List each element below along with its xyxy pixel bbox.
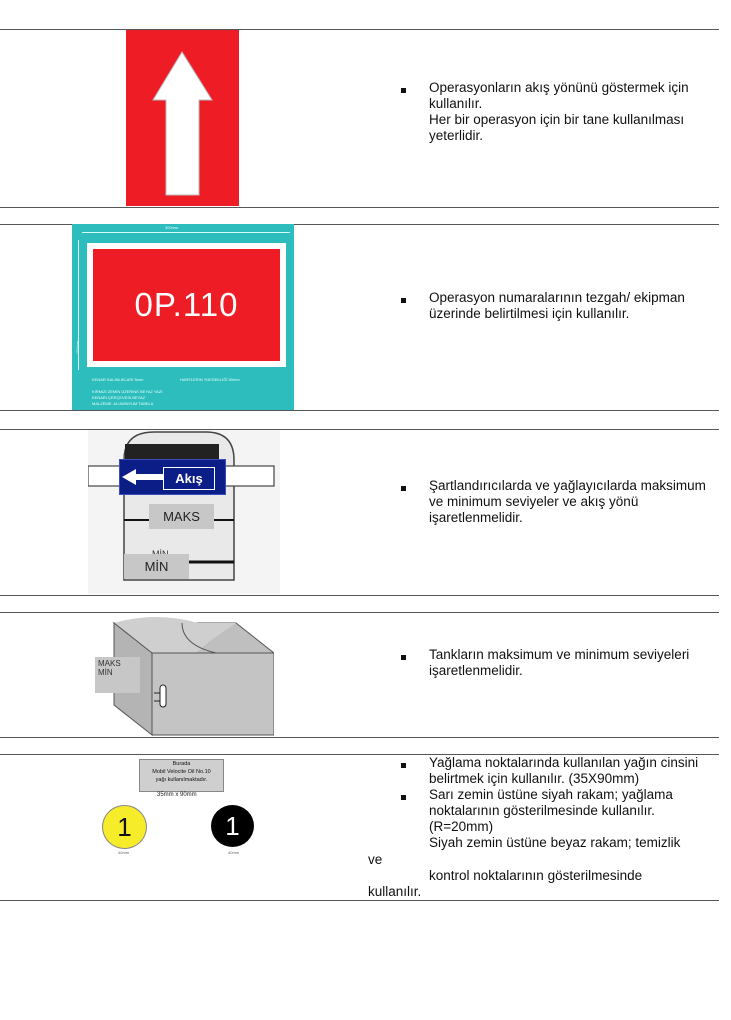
row-divider bbox=[0, 595, 719, 596]
row4-bullet-text: Tankların maksimum ve minimum seviyeleri işaretlenmelidir. bbox=[429, 647, 690, 678]
black-cleaning-point-sign bbox=[211, 805, 254, 847]
row1-text bbox=[429, 80, 709, 144]
row-divider bbox=[0, 207, 719, 208]
max-level-label: MAKS bbox=[149, 504, 214, 529]
tank-min-label: MİN bbox=[98, 668, 113, 677]
bullet bbox=[401, 655, 406, 660]
tank-max-label: MAKS bbox=[98, 659, 121, 668]
black-sign-size: 40mm bbox=[228, 850, 240, 855]
row-divider bbox=[0, 900, 719, 901]
row3-text bbox=[429, 478, 709, 526]
sign-note: HARFLERIN YÜKSEKLİĞİ 50mm bbox=[180, 377, 240, 382]
up-arrow-icon bbox=[126, 30, 239, 206]
bullet bbox=[401, 88, 406, 93]
bullet bbox=[401, 795, 406, 800]
row5-wrap-ve: ve bbox=[368, 852, 383, 867]
yellow-sign-size: 40mm bbox=[118, 850, 130, 855]
row1-bullet-text: Operasyonların akış yönünü göstermek için kullanılır. bbox=[429, 80, 689, 111]
yellow-sign-number: 1 bbox=[117, 811, 132, 842]
flow-direction-label-panel bbox=[119, 459, 226, 495]
row5-wrap-end: kullanılır. bbox=[368, 884, 422, 899]
row5-bullet-text: Sarı zemin üstüne siyah rakam; yağlama noktalarının gösterilmesinde kullanılır. (R=20mm) bbox=[429, 787, 673, 834]
flow-direction-arrow-sign bbox=[126, 30, 239, 206]
min-level-label: MİN bbox=[124, 554, 189, 579]
yellow-lubrication-point-sign bbox=[102, 805, 147, 849]
row2-text bbox=[429, 290, 709, 322]
row5-text-a bbox=[429, 755, 714, 851]
oil-info-plate bbox=[139, 759, 224, 792]
black-sign-number: 1 bbox=[225, 810, 240, 841]
dimension-side-label: 150mm bbox=[75, 340, 81, 355]
bullet bbox=[401, 763, 406, 768]
sign-note: MALZEME: ALÜMİNYUM TABELA bbox=[92, 401, 154, 406]
sign-note: KENAR KALINLIKLARI 5mm bbox=[92, 377, 144, 382]
row-divider bbox=[0, 29, 719, 30]
row1-extra-line: Her bir operasyon için bir tane kullanılması bbox=[429, 112, 685, 127]
tank-level-label bbox=[95, 657, 140, 693]
dimension-top-label: 300mm bbox=[165, 225, 179, 230]
row3-bullet-text: Şartlandırıcılarda ve yağlayıcılarda maksimum ve minimum seviyeler ve akış yönü işaretlenmelidir. bbox=[429, 478, 706, 525]
bullet bbox=[401, 486, 406, 491]
row4-text bbox=[429, 647, 711, 679]
row5-bullet-text: Yağlama noktalarında kullanılan yağın cinsini belirtmek için kullanılır. (35X90mm) bbox=[429, 755, 699, 786]
plate-line: yağı kullanılmaktadır. bbox=[155, 777, 208, 783]
flow-label: Akış bbox=[163, 467, 215, 490]
plate-line: Burada bbox=[172, 761, 191, 767]
sign-note: KENARI ÇERÇEVESİ BEYAZ bbox=[92, 395, 146, 400]
bullet bbox=[401, 298, 406, 303]
row2-bullet-text: Operasyon numaralarının tezgah/ ekipman üzerinde belirtilmesi için kullanılır. bbox=[429, 290, 685, 321]
row5-extra-line: Siyah zemin üstüne beyaz rakam; temizlik bbox=[429, 835, 681, 850]
plate-size-label: 35mm x 90mm bbox=[157, 792, 197, 798]
row-divider bbox=[0, 737, 719, 738]
row5-wrap-line: kontrol noktalarının gösterilmesinde bbox=[429, 868, 643, 883]
operation-number-sign bbox=[93, 249, 280, 361]
sign-note: KIRMIZI ZEMİN ÜZERİNE BEYAZ YAZI bbox=[92, 389, 163, 394]
row-divider bbox=[0, 410, 719, 411]
row1-extra-line: yeterlidir. bbox=[429, 128, 484, 143]
dimension-line bbox=[82, 232, 290, 233]
plate-line: Mobil Velocite Oil No.10 bbox=[152, 769, 211, 775]
operation-number: 0P.110 bbox=[134, 286, 239, 323]
